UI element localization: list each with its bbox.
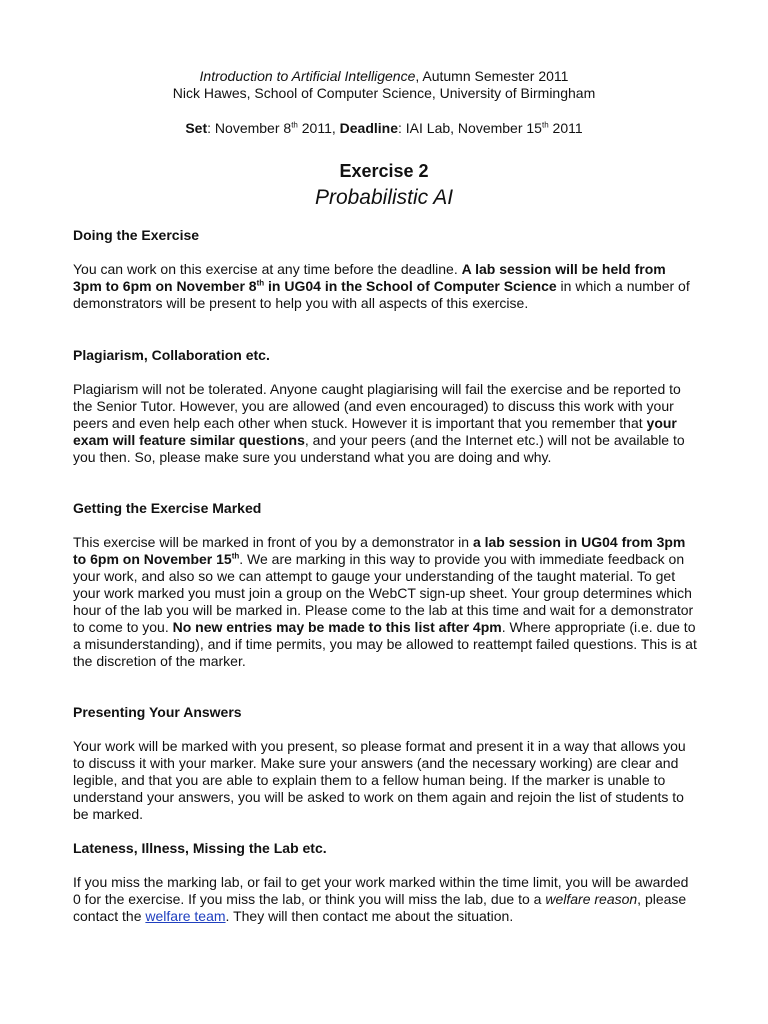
text: Plagiarism will not be tolerated. Anyone caught plagiarising will fail the exercise and be reported to the Senior Tutor. However, you are allowed (and even encouraged) to discuss this work with your peers and even help each other when stuck. However it is important that you remember that [73,381,681,431]
text: This exercise will be marked in front of you by a demonstrator in [73,534,473,550]
course-line [0,68,768,85]
bold-text: No new entries may be made to this list after 4pm [172,619,502,635]
deadline-date: : IAI Lab, November 15 [398,120,542,136]
exercise-subtitle: Probabilistic AI [314,186,454,209]
section-body [73,874,697,925]
deadline-label: Deadline [339,120,398,136]
section-marked [73,500,697,670]
section-body [73,261,697,312]
set-year: 2011, [297,120,340,136]
section-body [73,381,697,466]
course-name: Introduction to Artificial Intelligence [199,68,416,84]
sup-text: th [256,278,265,288]
section-heading: Lateness, Illness, Missing the Lab etc. [73,840,327,856]
section-body: Your work will be marked with you present, so please format and present it in a way that allows you to discuss it with your marker. Make sure your answers (and the necessary working) are clear and legible, and that you are able to explain them to a fellow human being. If the marker is unable to understand your answers, you will be asked to work on them again and rejoin the list of students to be marked. [73,738,686,822]
section-body [73,534,697,670]
semester: , Autumn Semester 2011 [415,68,569,84]
italic-text: welfare reason [545,891,638,907]
sup-text: th [231,551,240,561]
text: If you miss the marking lab, or fail to get your work marked within the time limit, you will be awarded 0 for the exercise. If you miss the lab, or think you will miss the lab, due to a [73,874,689,907]
deadline-sup: th [541,120,549,130]
text: . We are marking in this way to provide you with immediate feedback on your work, and also so we can attempt to gauge your understanding of the taught material. To get your work marked you must join a group on the WebCT sign-up sheet. Your group determines which hour of the lab you will be marked in. Please come to the lab at this time and wait for a demonstrator to come to you. [73,551,694,635]
deadline-year: 2011 [548,120,583,136]
set-sup: th [291,120,298,130]
set-label: Set [185,120,208,136]
bold-text: A lab session will be held from 3pm to 6pm on November 8 [73,261,666,294]
dates-line [0,120,768,137]
text: in which a number of demonstrators will be present to help you with all aspects of this exercise. [73,278,690,311]
exercise-title: Exercise 2 [339,161,429,181]
text: You can work on this exercise at any time before the deadline. [73,261,462,277]
text: , and your peers (and the Internet etc.) will not be available to you then. So, please make sure you understand what you are doing and why. [73,432,685,465]
text: . Where appropriate (i.e. due to a misunderstanding), and if time permits, you may be allowed to reattempt failed questions. This is at the discretion of the marker. [73,619,697,669]
text: , please contact the [73,891,687,924]
section-heading: Plagiarism, Collaboration etc. [73,347,270,363]
bold-text: your exam will feature similar questions [73,415,677,448]
section-lateness [73,840,697,925]
set-date: : November 8 [207,120,292,136]
bold-text: a lab session in UG04 from 3pm to 6pm on November 15 [73,534,686,567]
text: . They will then contact me about the situation. [225,908,514,924]
section-plagiarism [73,347,697,466]
section-heading: Getting the Exercise Marked [73,500,262,516]
section-heading: Presenting Your Answers [73,704,242,720]
section-doing [73,227,697,312]
section-heading: Doing the Exercise [73,227,200,243]
bold-text: in UG04 in the School of Computer Science [264,278,557,294]
author-line: Nick Hawes, School of Computer Science, University of Birmingham [172,85,596,101]
section-presenting [73,704,697,823]
welfare-team-link[interactable]: welfare team [145,908,226,924]
